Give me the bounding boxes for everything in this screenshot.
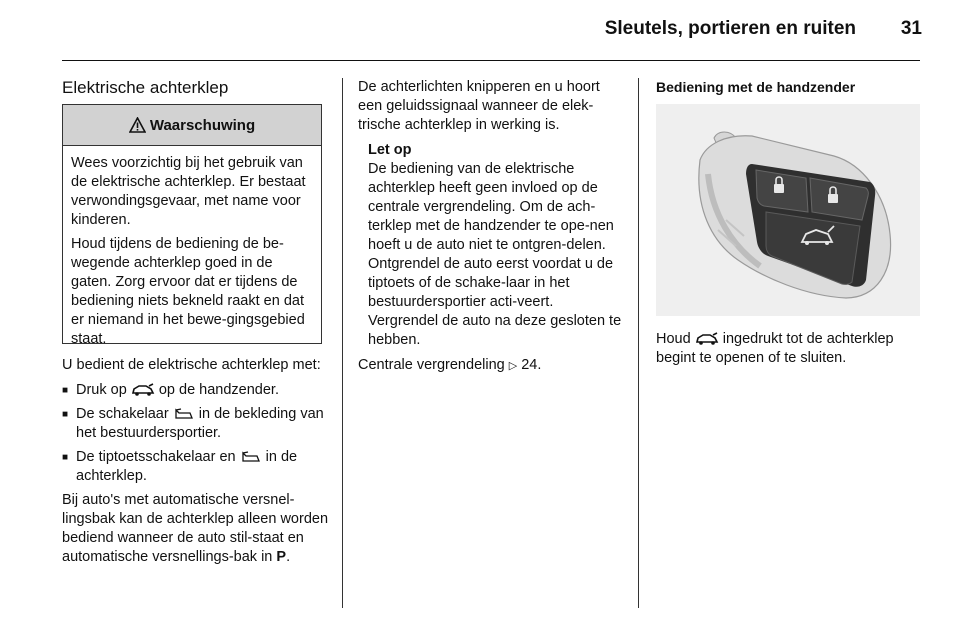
header-rule xyxy=(62,60,920,61)
warning-header xyxy=(63,105,321,146)
warning-paragraph: Houd tijdens de bediening de be-wegende achterklep goed in de gaten. Zorg ervoor dat er tijdens de bediening niets bekneld raakt en dat er niemand in het bewe-gingsgebied staat. xyxy=(71,236,305,347)
cross-reference: Centrale vergrendeling ▷ 24. xyxy=(358,357,542,373)
key-caption: Houd ingedrukt tot de achterklep begint te openen of te sluiten. xyxy=(656,331,894,366)
remote-key-illustration xyxy=(656,104,920,316)
car-tailgate-icon xyxy=(131,383,155,397)
note-label: Let op xyxy=(368,142,412,158)
column-3-heading xyxy=(656,78,922,97)
operation-list xyxy=(62,381,328,486)
remote-key-icon xyxy=(656,104,920,316)
warning-box xyxy=(62,104,322,347)
header-title: Sleutels, portieren en ruiten xyxy=(604,18,856,39)
signal-paragraph: De achterlichten knipperen en u hoort een geluidssignaal wanneer de elek-trische achterklep in werking is. xyxy=(358,79,600,133)
column-divider-2 xyxy=(638,78,639,608)
page-number: 31 xyxy=(900,18,922,39)
tailgate-switch-icon xyxy=(240,450,262,464)
intro-paragraph: U bedient de elektrische achterklep met: xyxy=(62,357,321,373)
warning-paragraph: Wees voorzichtig bij het gebruik van de elektrische achterklep. Er bestaat verwondingsgevaar, met name voor kinderen. xyxy=(71,155,306,228)
list-item: ■ Druk op op de handzender. xyxy=(62,381,328,400)
warning-triangle-icon xyxy=(129,117,146,133)
arrow-right-icon: ▷ xyxy=(508,360,518,372)
tailgate-switch-icon xyxy=(173,407,195,421)
sub-heading: Bediening met de handzender xyxy=(656,79,856,95)
warning-title: Waarschuwing xyxy=(149,116,256,134)
column-2-text xyxy=(358,78,626,382)
section-title: Elektrische achterklep xyxy=(62,78,229,97)
car-tailgate-icon xyxy=(695,332,719,346)
note-block xyxy=(358,141,626,350)
automatic-gearbox-paragraph: Bij auto's met automatische versnel-lingsbak kan de achterklep alleen worden bediend wanneer de auto stil-staat en automatische versnellings-bak in P. xyxy=(62,492,329,565)
column-divider-1 xyxy=(342,78,343,608)
list-item: ■ De tiptoetsschakelaar en in de achterklep. xyxy=(62,448,328,486)
column-1-text xyxy=(62,356,328,573)
list-item: ■ De schakelaar in de bekleding van het bestuurdersportier. xyxy=(62,405,328,443)
warning-body xyxy=(63,146,321,349)
note-text: De bediening van de elektrische achterklep heeft geen invloed op de centrale vergrendeling. Om de ach-terklep met de handzender te ope-nen hoeft u de auto niet te ontgren-delen. Ontgrendel de auto eerst voordat u de tiptoets of de schake-laar in het bestuurdersportier acti-veert. Vergrendel de auto na deze gesloten te hebben. xyxy=(368,161,622,348)
